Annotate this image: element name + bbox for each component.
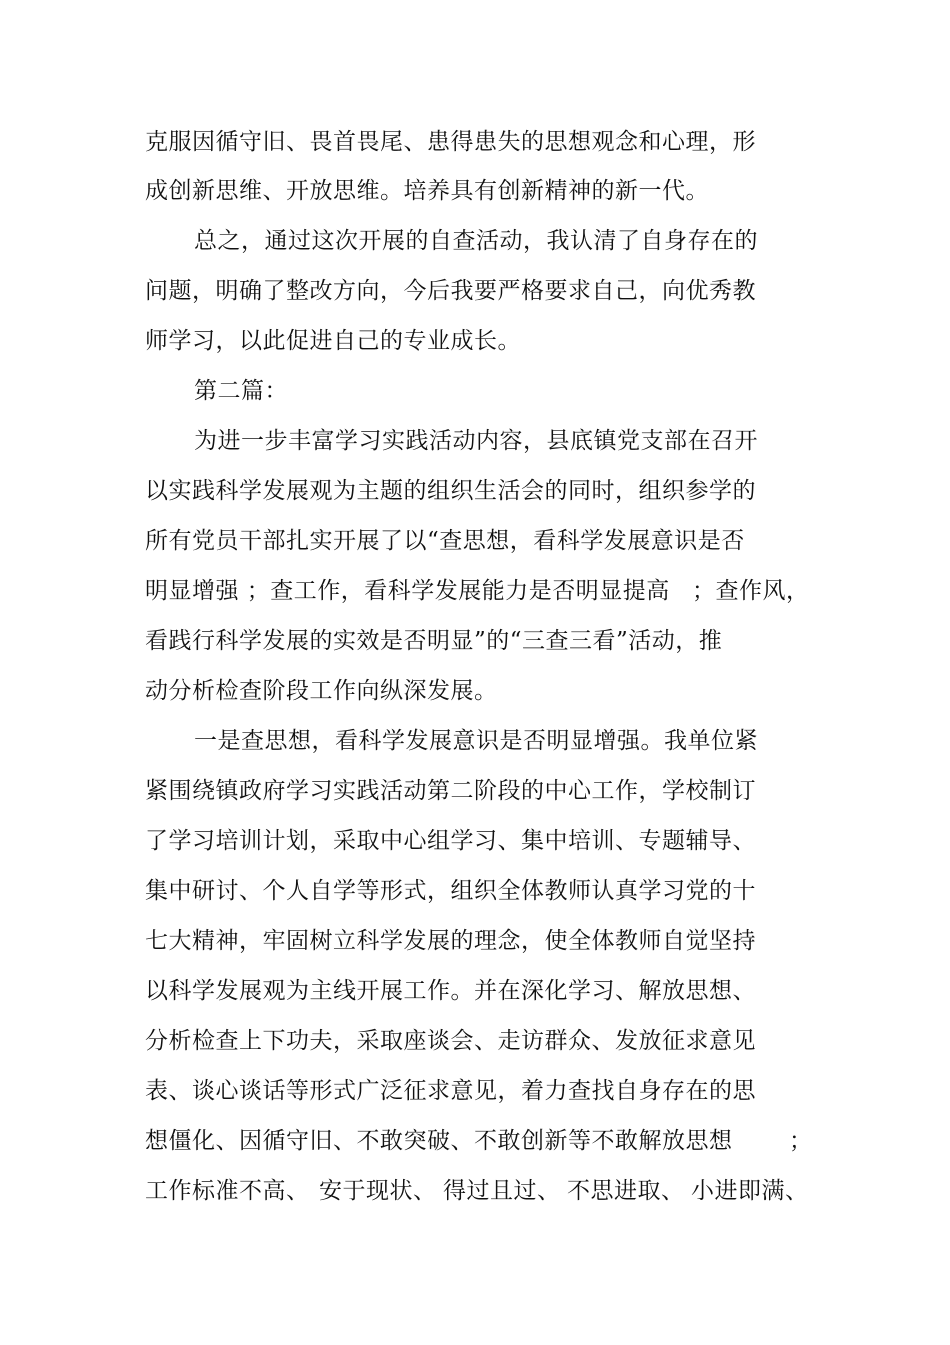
text-line: 师学习，以此促进自己的专业成长。	[145, 328, 521, 354]
text-line: 集中研讨、个人自学等形式，组织全体教师认真学习党的十	[145, 878, 756, 904]
text-line: 紧围绕镇政府学习实践活动第二阶段的中心工作，学校制订	[145, 778, 756, 804]
text-line-segment: 想僵化、因循守旧、不敢突破、不敢创新等不敢解放思想	[145, 1128, 733, 1154]
text-line: 以科学发展观为主线开展工作。并在深化学习、解放思想、	[145, 978, 756, 1004]
text-line: 七大精神，牢固树立科学发展的理念，使全体教师自觉坚持	[145, 928, 756, 954]
text-line-segment: ；查作风，	[692, 578, 810, 604]
text-line: 成创新思维、开放思维。培养具有创新精神的新一代。	[145, 178, 709, 204]
spaced-phrase: 不思进取、	[567, 1178, 685, 1204]
text-line-segment: 明显增强 ；查工作，看科学发展能力是否明显提高	[145, 578, 670, 604]
spaced-phrase: 小进即满、	[691, 1178, 809, 1204]
text-line: 分析检查上下功夫，采取座谈会、走访群众、发放征求意见	[145, 1028, 756, 1054]
paragraph-first-line: 总之，通过这次开展的自查活动，我认清了自身存在的	[194, 228, 758, 254]
text-line: 以实践科学发展观为主题的组织生活会的同时，组织参学的	[145, 478, 756, 504]
text-line: 了学习培训计划，采取中心组学习、集中培训、专题辅导、	[145, 828, 756, 854]
spaced-phrase: 得过且过、	[443, 1178, 561, 1204]
text-line: 克服因循守旧、畏首畏尾、患得患失的思想观念和心理，形	[145, 129, 756, 155]
text-line: 看践行科学发展的实效是否明显”的“三查三看”活动，推	[145, 628, 723, 654]
text-line-segment: ；	[789, 1128, 813, 1154]
spaced-phrase: 安于现状、	[319, 1178, 437, 1204]
spaced-phrase: 工作标准不高、	[145, 1178, 310, 1204]
text-line: 表、谈心谈话等形式广泛征求意见，着力查找自身存在的思	[145, 1078, 756, 1104]
section-heading: 第二篇：	[194, 378, 288, 404]
text-line: 所有党员干部扎实开展了以“查思想，看科学发展意识是否	[145, 528, 745, 554]
paragraph-first-line: 一是查思想，看科学发展意识是否明显增强。我单位紧	[194, 728, 758, 754]
text-line: 动分析检查阶段工作向纵深发展。	[145, 678, 498, 704]
text-line: 问题，明确了整改方向，今后我要严格要求自己，向优秀教	[145, 278, 756, 304]
paragraph-first-line: 为进一步丰富学习实践活动内容，县底镇党支部在召开	[194, 428, 758, 454]
